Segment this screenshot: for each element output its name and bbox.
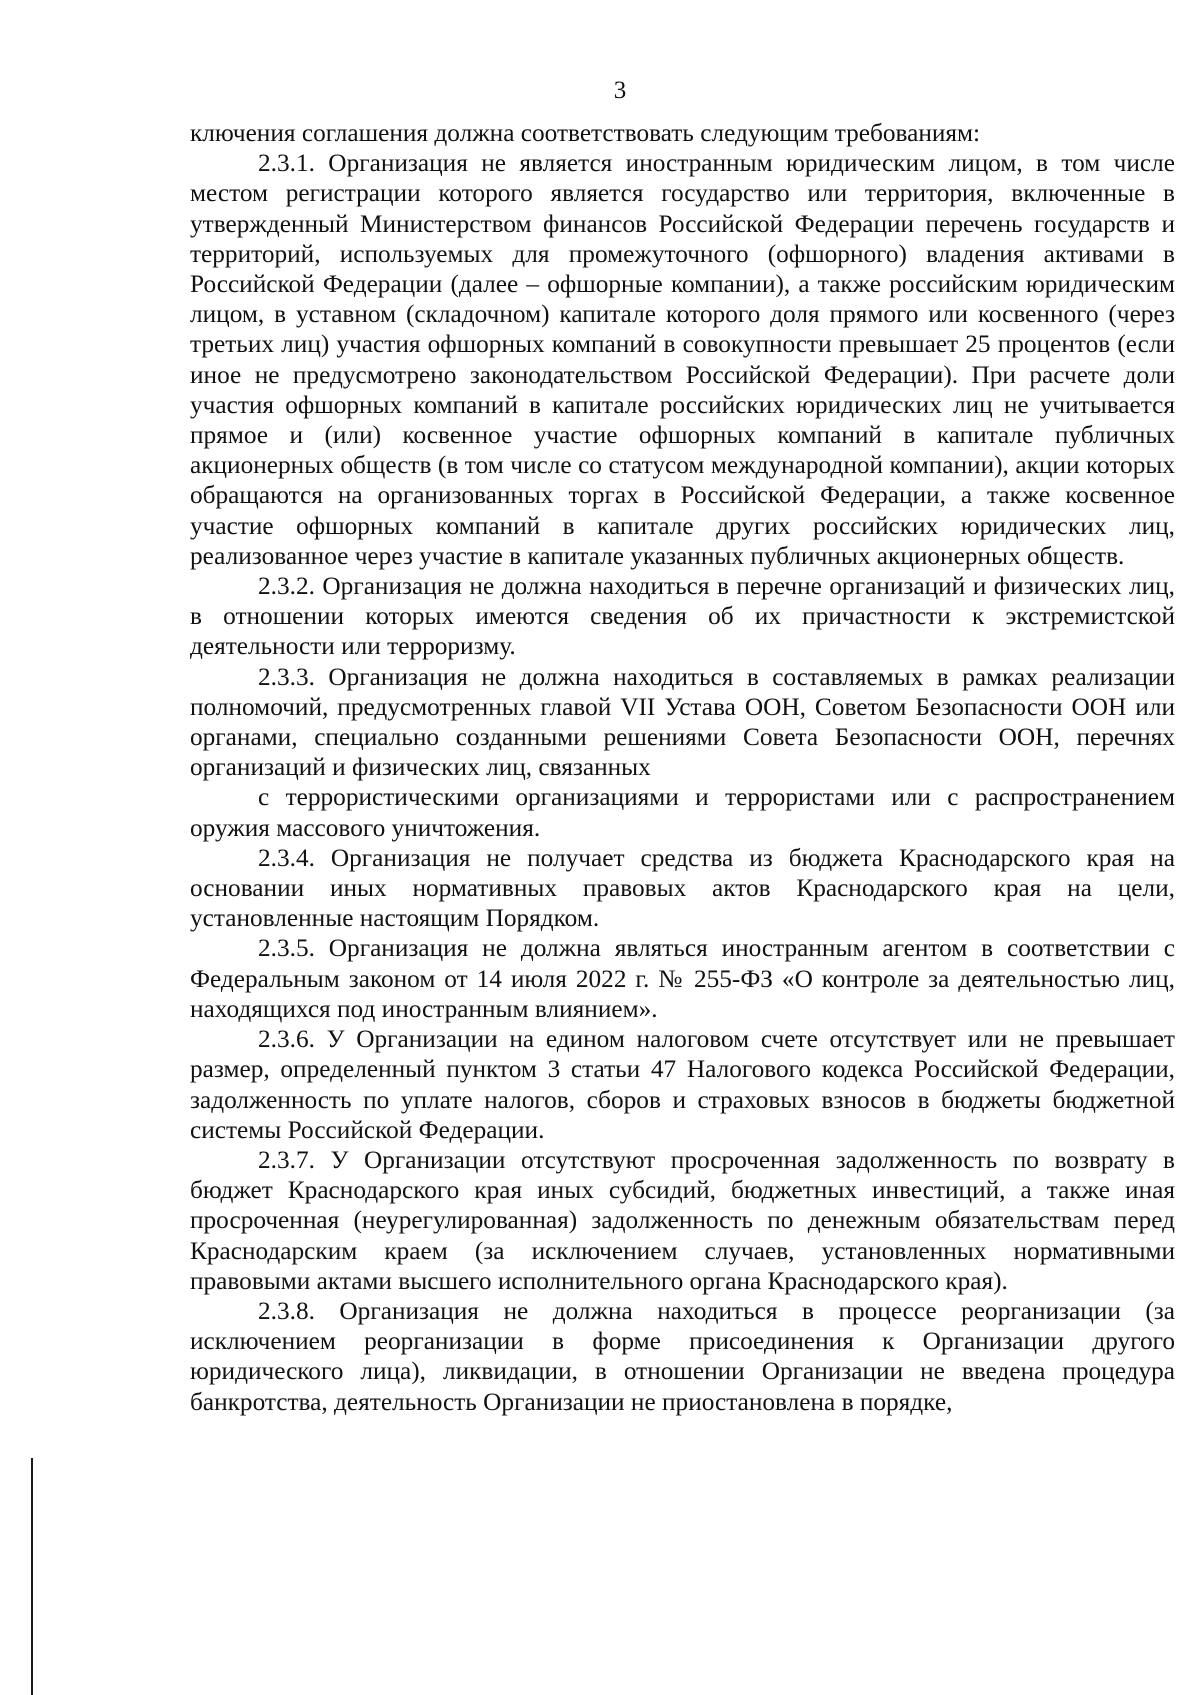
scan-margin-line xyxy=(31,1458,33,1695)
paragraph-2-3-3-continuation: с террористическими организациями и террористами или с распространением оружия массового уничтожения. xyxy=(190,783,1175,842)
paragraph-2-3-6: 2.3.6. У Организации на едином налоговом счете отсутствует или не превышает размер, определенный пунктом 3 статьи 47 Налогового кодекса Российской Федерации, задолженность по уплате налогов, сборов и страховых взносов в бюджеты бюджетной системы Российской Федерации. xyxy=(190,1025,1175,1144)
paragraph-2-3-5: 2.3.5. Организация не должна являться иностранным агентом в соответствии с Федеральным законом от 14 июля 2022 г. № 255-ФЗ «О контроле за деятельностью лиц, находящихся под иностранным влиянием». xyxy=(190,934,1175,1023)
paragraph-2-3-7: 2.3.7. У Организации отсутствуют просроченная задолженность по возврату в бюджет Краснодарского края иных субсидий, бюджетных инвестиций, а также иная просроченная (неурегулированная) задолженность по денежным обязательствам перед Краснодарским краем (за исключением случаев, установленных нормативными правовыми актами высшего исполнительного органа Краснодарского края). xyxy=(190,1145,1175,1295)
document-body xyxy=(190,118,1175,1417)
paragraph-continuation: ключения соглашения должна соответствовать следующим требованиям: xyxy=(190,119,981,147)
paragraph-2-3-1: 2.3.1. Организация не является иностранным юридическим лицом, в том числе местом регистрации которого является государство или территория, включенные в утвержденный Министерством финансов Российской Федерации перечень государств и территорий, используемых для промежуточного (офшорного) владения активами в Российской Федерации (далее – офшорные компании), а также российским юридическим лицом, в уставном (складочном) капитале которого доля прямого или косвенного (через третьих лиц) участия офшорных компаний в совокупности превышает 25 процентов (если иное не предусмотрено законодательством Российской Федерации). При расчете доли участия офшорных компаний в капитале российских юридических лиц не учитывается прямое и (или) косвенное участие офшорных компаний в капитале публичных акционерных обществ (в том числе со статусом международной компании), акции которых обращаются на организованных торгах в Российской Федерации, а также косвенное участие офшорных компаний в капитале других российских юридических лиц, реализованное через участие в капитале указанных публичных акционерных обществ. xyxy=(190,149,1175,570)
page-number: 3 xyxy=(613,77,627,104)
paragraph-2-3-2: 2.3.2. Организация не должна находиться в перечне организаций и физических лиц, в отношении которых имеются сведения об их причастности к экстремистской деятельности или терроризму. xyxy=(190,572,1175,661)
paragraph-2-3-8: 2.3.8. Организация не должна находиться в процессе реорганизации (за исключением реорганизации в форме присоединения к Организации другого юридического лица), ликвидации, в отношении Организации не введена процедура банкротства, деятельность Организации не приостановлена в порядке, xyxy=(190,1296,1175,1416)
paragraph-2-3-4: 2.3.4. Организация не получает средства из бюджета Краснодарского края на основании иных нормативных правовых актов Краснодарского края на цели, установленные настоящим Порядком. xyxy=(190,843,1175,933)
paragraph-2-3-3: 2.3.3. Организация не должна находиться в составляемых в рамках реализации полномочий, предусмотренных главой VII Устава ООН, Советом Безопасности ООН или органами, специально созданными решениями Совета Безопасности ООН, перечнях организаций и физических лиц, связанных xyxy=(190,662,1175,782)
